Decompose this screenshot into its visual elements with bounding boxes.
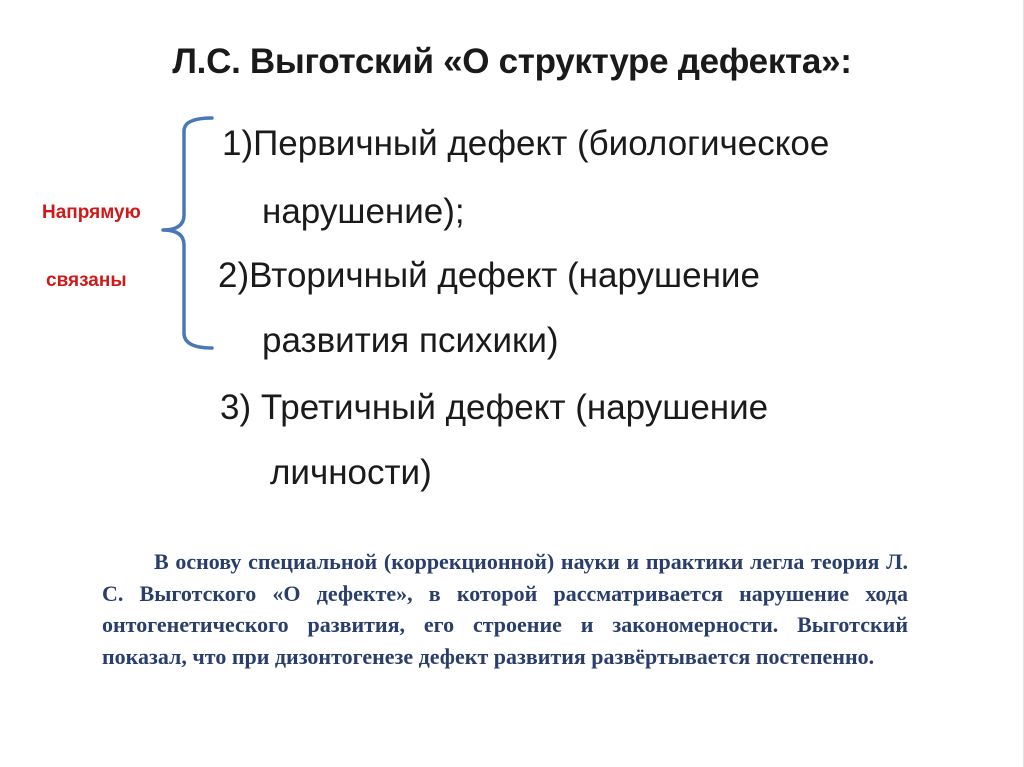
- defect-secondary-line-2: развития психики): [262, 321, 559, 360]
- defect-tertiary-line-1: 3) Третичный дефект (нарушение: [220, 388, 769, 427]
- curly-brace-icon: [160, 115, 220, 351]
- defect-primary-line-2: нарушение);: [262, 192, 465, 231]
- defect-secondary-line-1: 2)Вторичный дефект (нарушение: [218, 256, 760, 295]
- defect-primary-line-1: 1)Первичный дефект (биологическое: [222, 124, 830, 163]
- side-label-directly: Напрямую: [42, 202, 141, 223]
- side-label-connected: связаны: [46, 270, 127, 291]
- slide-title: Л.С. Выготский «О структуре дефекта»:: [172, 42, 852, 81]
- defect-tertiary-line-2: личности): [270, 453, 432, 492]
- summary-paragraph: В основу специальной (коррекционной) науки и практики легла теория Л. С. Выготского «О дефекте», в которой рассматривается нарушение хода онтогенетического развития, его строение и закономерности. Выготский показал, что при дизонтогенезе дефект развития развёртывается постепенно.: [102, 549, 908, 669]
